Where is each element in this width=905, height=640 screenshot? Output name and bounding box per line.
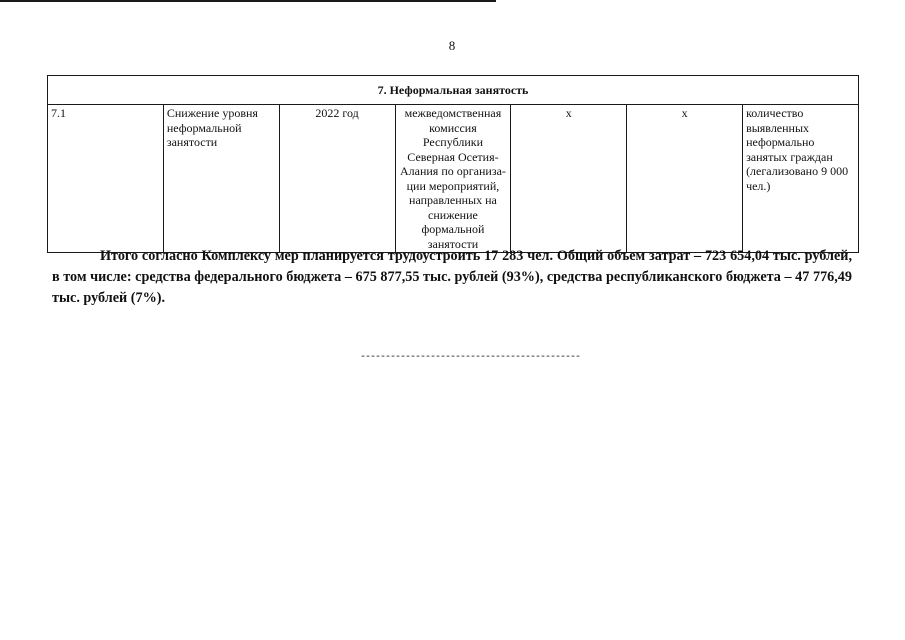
row-number-cell: 7.1 <box>48 105 164 253</box>
measure-name-cell: Снижение уровня неформальной занятости <box>163 105 279 253</box>
measures-table <box>47 75 859 253</box>
table-row <box>48 105 859 253</box>
result-indicator-cell: количество выявленных неформально занятых граждан (легализовано 9 000 чел.) <box>743 105 859 253</box>
funding-cell-2: х <box>627 105 743 253</box>
executor-cell: межведомственная комиссия Республики Северная Осетия-Алания по организа-ции мероприятий, направленных на снижение формальной занятости <box>395 105 511 253</box>
summary-paragraph: Итого согласно Комплексу мер планируется трудоустроить 17 283 чел. Общий объем затрат – 723 654,04 тыс. рублей, в том числе: средства федерального бюджета – 675 877,55 тыс. рублей (93%), средства республиканского бюджета – 47 776,49 тыс. рублей (7%). <box>52 248 852 306</box>
section-title: 7. Неформальная занятость <box>48 76 859 105</box>
section-header-row <box>48 76 859 105</box>
funding-cell-1: х <box>511 105 627 253</box>
top-border-line <box>0 0 496 2</box>
deadline-cell: 2022 год <box>279 105 395 253</box>
page-number: 8 <box>448 38 456 53</box>
end-of-document-dashes: -------------------------------------------- <box>360 352 581 363</box>
